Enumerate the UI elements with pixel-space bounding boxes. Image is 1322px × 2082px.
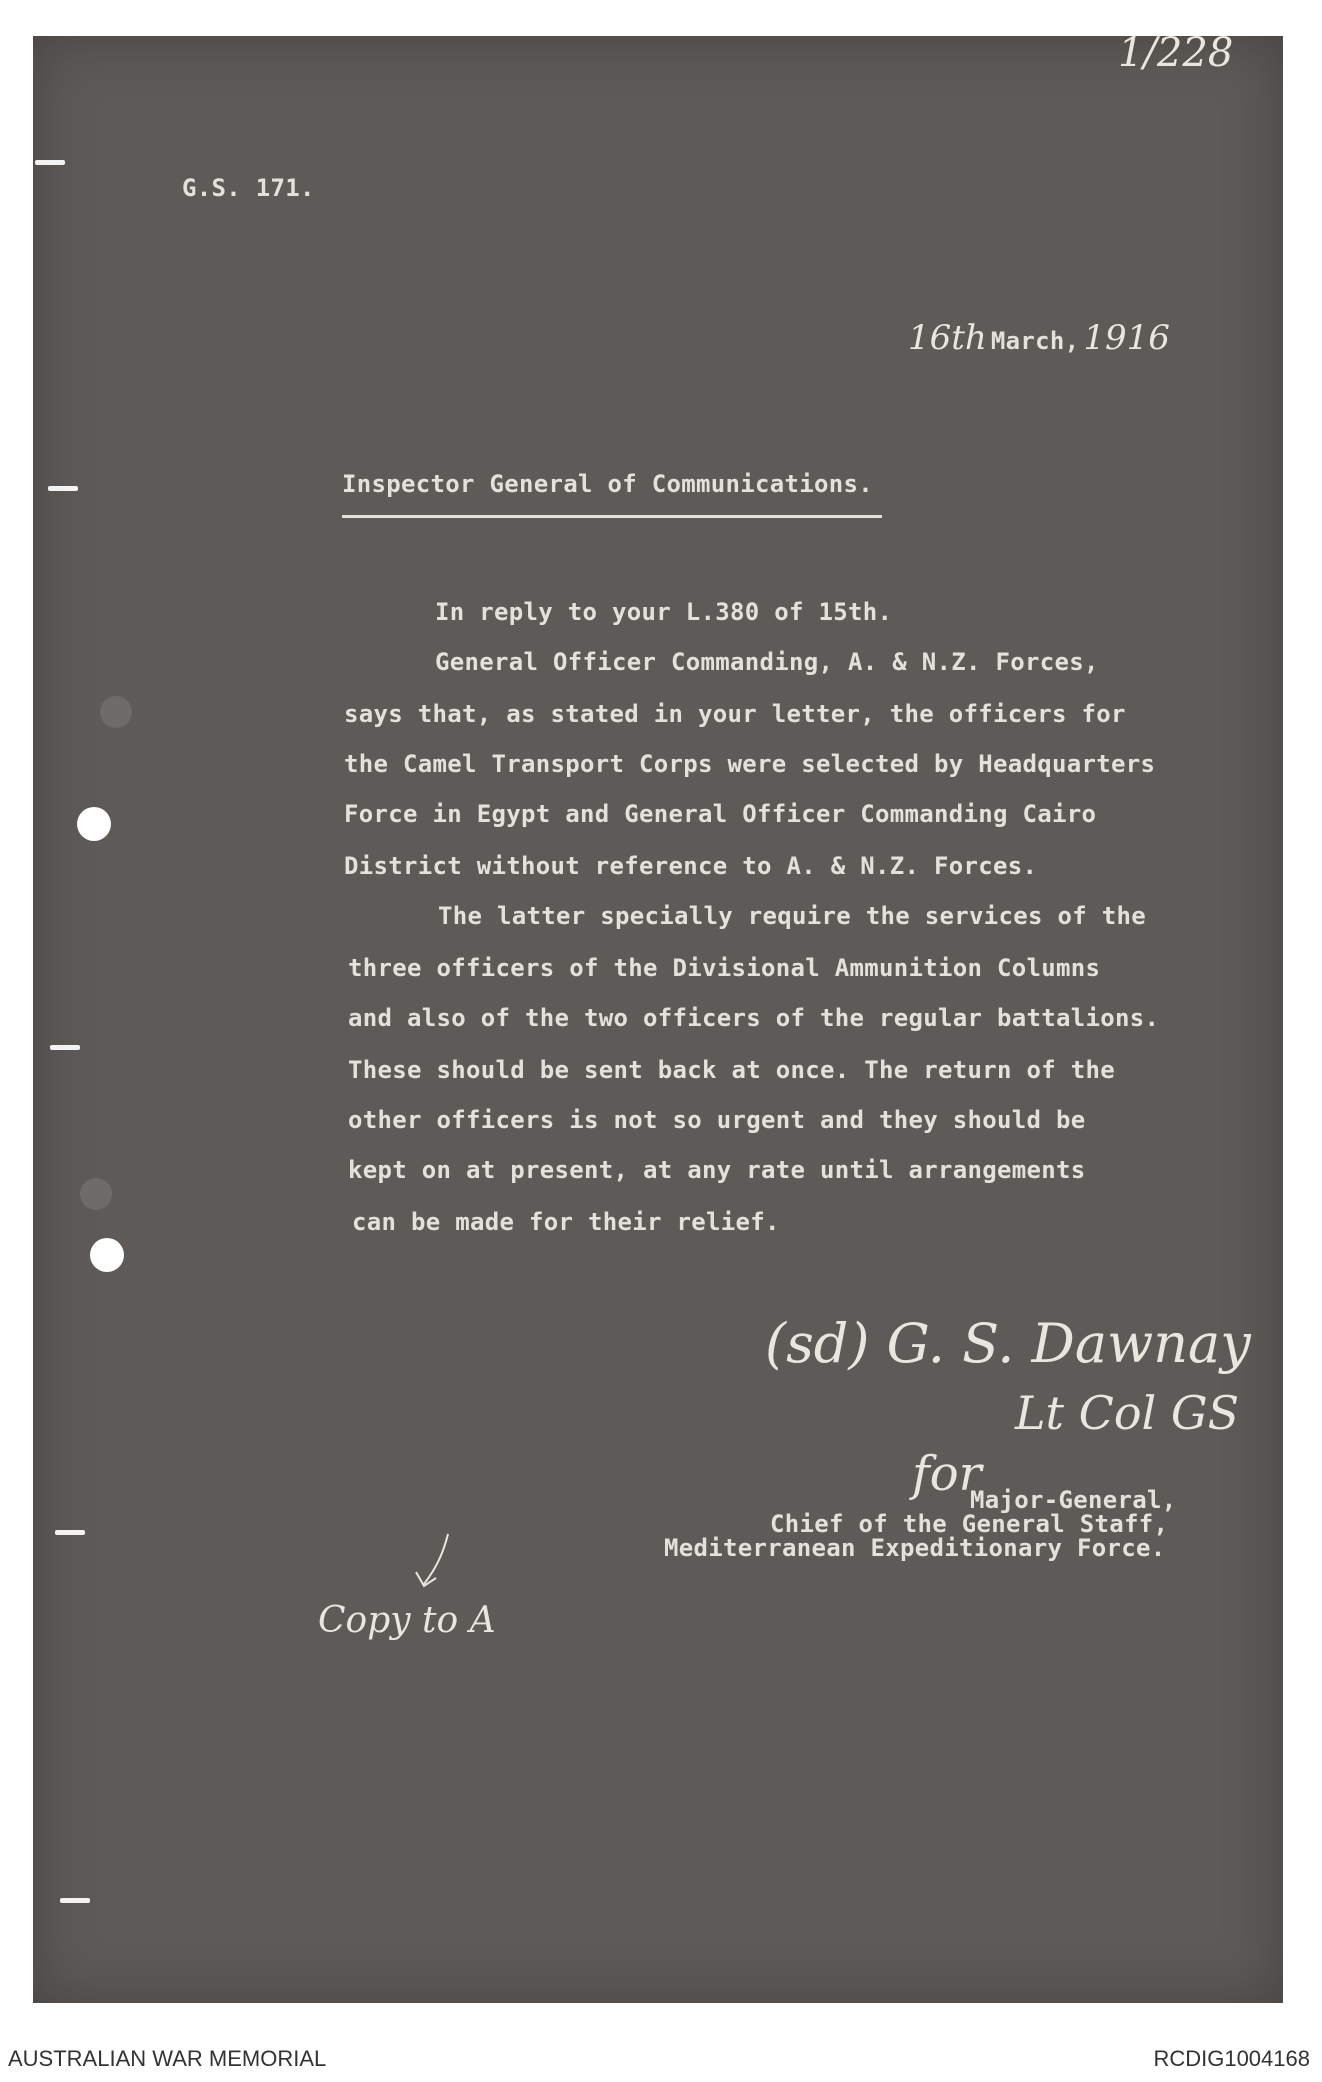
date-day-handwritten: 16th	[908, 318, 987, 358]
corner-folio-note: 1/228	[1118, 30, 1234, 76]
signature-title: Major-General,	[970, 1486, 1177, 1514]
body-line: can be made for their relief.	[352, 1208, 780, 1236]
signature-handwritten: (sd) G. S. Dawnay	[765, 1312, 1251, 1375]
reference-number: G.S. 171.	[182, 174, 315, 202]
addressee-underline	[342, 515, 882, 518]
body-line: other officers is not so urgent and they should be	[348, 1106, 1086, 1134]
signature-for-handwritten: for	[912, 1446, 982, 1502]
arrow-mark	[410, 1530, 460, 1592]
staple-mark	[50, 1045, 80, 1050]
signature-title: Chief of the General Staff,	[770, 1510, 1169, 1538]
signature-title: Mediterranean Expeditionary Force.	[664, 1534, 1166, 1562]
body-line: three officers of the Divisional Ammunition Columns	[348, 954, 1101, 982]
body-line: General Officer Commanding, A. & N.Z. Forces,	[435, 648, 1099, 676]
body-line: The latter specially require the services of the	[438, 902, 1146, 930]
body-line: kept on at present, at any rate until arrangements	[348, 1156, 1086, 1184]
punch-hole	[90, 1238, 124, 1272]
body-line: Force in Egypt and General Officer Commanding Cairo	[344, 800, 1097, 828]
footer-record-id: RCDIG1004168	[1153, 2046, 1310, 2071]
punch-hole	[77, 807, 111, 841]
staple-mark	[48, 486, 78, 491]
body-line: and also of the two officers of the regular battalions.	[348, 1004, 1160, 1032]
date-month: March,	[990, 327, 1080, 355]
punch-hole-shadow	[100, 696, 132, 728]
staple-mark	[55, 1530, 85, 1535]
body-line: District without reference to A. & N.Z. Forces.	[344, 852, 1038, 880]
margin-note-handwritten: Copy to A	[318, 1600, 496, 1641]
staple-mark	[35, 160, 65, 165]
date-year-handwritten: 1916	[1083, 318, 1170, 358]
body-line: In reply to your L.380 of 15th.	[435, 598, 893, 626]
punch-hole-shadow	[80, 1178, 112, 1210]
footer-institution: AUSTRALIAN WAR MEMORIAL	[8, 2046, 327, 2071]
date-line	[908, 318, 1170, 358]
signature-rank-handwritten: Lt Col GS	[1015, 1386, 1240, 1440]
body-line: says that, as stated in your letter, the officers for	[344, 700, 1126, 728]
staple-mark	[60, 1898, 90, 1903]
addressee-heading: Inspector General of Communications.	[342, 470, 873, 498]
body-line: These should be sent back at once. The return of the	[348, 1056, 1115, 1084]
body-line: the Camel Transport Corps were selected by Headquarters	[344, 750, 1156, 778]
